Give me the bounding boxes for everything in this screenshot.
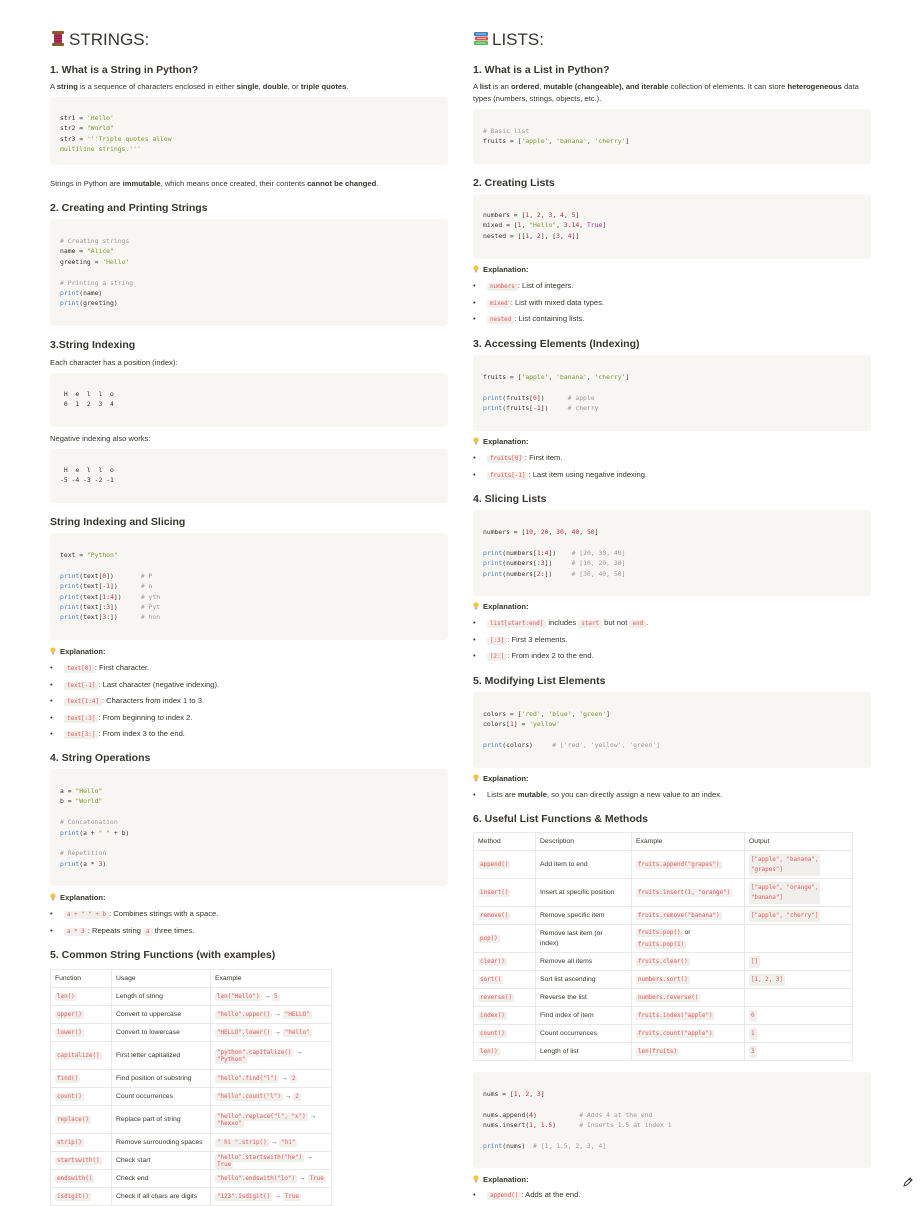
example-cell: fruits.append("grapes")	[632, 851, 745, 879]
fn-cell: upper()	[51, 1006, 112, 1024]
ls2-heading: 2. Creating Lists	[473, 177, 555, 189]
ls4-code-block[interactable]	[473, 510, 871, 596]
ls4-item-1: • [:3] : First 3 elements.	[479, 635, 568, 645]
description-cell: Remove last item (or index)	[536, 925, 632, 953]
ls2-item-2: • nested : List containing lists.	[479, 314, 584, 324]
ls4-code: numbers = [10, 20, 30, 40, 50] print(numbers[1:4]) # [20, 30, 40] print(numbers[:3]) # [10, 20, 30] print(numbers[2:]) # [30, 40, 50]	[483, 528, 626, 578]
ls3-code: fruits = ['apple', 'banana', 'cherry'] print(fruits[0]) # apple print(fruits[-1]) # cherry	[483, 373, 630, 413]
example-cell: "hello".upper() → "HELLO"	[211, 1006, 332, 1024]
ls4-item-0: • list[start:end] includes start but not end .	[479, 618, 648, 628]
edit-pen-icon[interactable]	[902, 1176, 914, 1188]
ls7-explanation: Explanation:	[473, 1175, 529, 1184]
output-cell: ["apple", "orange", "banana"]	[745, 879, 853, 907]
output-cell	[745, 989, 853, 1007]
col-function: Function	[51, 970, 112, 988]
list-method-row	[474, 953, 853, 971]
ls2-code-block[interactable]	[473, 194, 871, 259]
lightbulb-icon	[473, 602, 479, 610]
example-cell: " hi ".strip() → "hi"	[211, 1134, 332, 1152]
method-cell: index()	[474, 1007, 536, 1025]
ls3-item-0: • fruits[0] : First item.	[479, 453, 562, 463]
description-cell: Reverse the list	[536, 989, 632, 1007]
usage-cell: Check if all chars are digits	[112, 1188, 211, 1206]
example-cell: "123".isdigit() → True	[211, 1188, 332, 1206]
ls4-item-2: • [2:] : From index 2 to the end.	[479, 651, 594, 661]
thread-spool-icon	[50, 30, 66, 47]
col-output: Output	[745, 833, 853, 851]
strings-title-text: STRINGS:	[69, 30, 150, 49]
s3b-item-0: • text[0] : First character.	[56, 663, 149, 673]
description-cell: Count occurrences	[536, 1025, 632, 1043]
ls2-code: numbers = [1, 2, 3, 4, 5] mixed = [1, "Hello", 3.14, True] nested = [[1, 2], [3, 4]]	[483, 211, 607, 240]
output-cell: 3	[745, 1043, 853, 1061]
example-cell: fruits.count("apple")	[632, 1025, 745, 1043]
lightbulb-icon	[50, 893, 56, 901]
s3-code-negative: H e l l o -5 -4 -3 -2 -1	[60, 466, 114, 485]
fn-cell: strip()	[51, 1134, 112, 1152]
list-method-row	[474, 1043, 853, 1061]
string-fn-row	[51, 1042, 332, 1070]
s3-code-block-negative[interactable]	[50, 449, 448, 503]
example-cell: "HELLO".lower() → "hello"	[211, 1024, 332, 1042]
s3-p1: Each character has a position (index):	[50, 358, 178, 367]
s4-code-block[interactable]	[50, 769, 448, 886]
s4-heading: 4. String Operations	[50, 752, 151, 764]
string-fn-row	[51, 1088, 332, 1106]
s3b-code: text = "Python" print(text[0]) # P print(text[-1]) # n print(text[1:4]) # yth print(text[:3]) # Pyt print(text[3:]) # hon	[60, 551, 161, 622]
s4-item-1: • a * 3 : Repeats string a three times.	[56, 926, 194, 936]
s3-heading: 3.String Indexing	[50, 339, 136, 351]
string-fn-row	[51, 1070, 332, 1088]
ls7-code: nums = [1, 2, 3] nums.append(4) # Adds 4 at the end nums.insert(1, 1.5) # Inserts 1.5 at index 1 print(nums) # [1, 1.5, 2, 3, 4]	[483, 1090, 672, 1151]
output-cell: 1	[745, 1025, 853, 1043]
description-cell: Insert at specific position	[536, 879, 632, 907]
s1-heading: 1. What is a String in Python?	[50, 64, 199, 76]
s3-code-block-positive[interactable]	[50, 373, 448, 427]
example-cell: "hello".count("l") → 2	[211, 1088, 332, 1106]
string-fn-row	[51, 988, 332, 1006]
method-cell: len()	[474, 1043, 536, 1061]
method-cell: pop()	[474, 925, 536, 953]
ls5-item-0: • Lists are mutable, so you can directly assign a new value to an index.	[479, 790, 722, 799]
usage-cell: Length of string	[112, 988, 211, 1006]
fn-cell: isdigit()	[51, 1188, 112, 1206]
example-cell: numbers.reverse()	[632, 989, 745, 1007]
ls5-code: colors = ['red', 'blue', 'green'] colors[1] = 'yellow' print(colors) # ['red', 'yellow', 'green']	[483, 710, 661, 750]
description-cell: Sort list ascending	[536, 971, 632, 989]
example-cell: fruits.pop() or fruits.pop(1)	[632, 925, 745, 953]
s2-heading: 2. Creating and Printing Strings	[50, 202, 208, 214]
ls5-explanation: Explanation:	[473, 774, 529, 783]
ls1-intro: A list is an ordered, mutable (changeable), and iterable collection of elements. It can store heterogeneous data types (numbers, strings, objects, etc.).	[473, 82, 859, 103]
example-cell: "hello".endswith("lo") → True	[211, 1170, 332, 1188]
s3b-heading: String Indexing and Slicing	[50, 516, 186, 528]
example-cell: numbers.sort()	[632, 971, 745, 989]
usage-cell: Find position of substring	[112, 1070, 211, 1088]
string-fn-row	[51, 1188, 332, 1206]
ls3-item-1: • fruits[-1] : Last item using negative indexing.	[479, 470, 647, 480]
ls2-item-0: • numbers : List of integers.	[479, 281, 574, 291]
list-method-row	[474, 1007, 853, 1025]
s3b-item-2: • text[1:4] : Characters from index 1 to 3.	[56, 696, 204, 706]
s1-code: str1 = 'Hello' str2 = "World" str3 = '''Triple quotes allow multiline strings.'''	[60, 114, 172, 154]
s2-code: # Creating strings name = "Alice" greeting = 'Hello' # Printing a string print(name) print(greeting)	[60, 237, 134, 308]
s3b-item-1: • text[-1] : Last character (negative indexing).	[56, 680, 219, 690]
string-fn-row	[51, 1006, 332, 1024]
string-fn-row	[51, 1024, 332, 1042]
ls2-explanation: Explanation:	[473, 265, 529, 274]
usage-cell: Convert to lowercase	[112, 1024, 211, 1042]
col-example: Example	[632, 833, 745, 851]
s2-code-block[interactable]	[50, 219, 448, 326]
lightbulb-icon	[473, 437, 479, 445]
list-method-row	[474, 907, 853, 925]
ls3-explanation: Explanation:	[473, 437, 529, 446]
ls4-heading: 4. Slicing Lists	[473, 493, 547, 505]
string-functions-table	[50, 969, 332, 1206]
usage-cell: Replace part of string	[112, 1106, 211, 1134]
fn-cell: capitalize()	[51, 1042, 112, 1070]
example-cell: "hello".startswith("he") → True	[211, 1152, 332, 1170]
method-cell: clear()	[474, 953, 536, 971]
ls5-code-block[interactable]	[473, 692, 871, 768]
list-method-row	[474, 989, 853, 1007]
usage-cell: Remove surrounding spaces	[112, 1134, 211, 1152]
fn-cell: endswith()	[51, 1170, 112, 1188]
lightbulb-icon	[473, 774, 479, 782]
description-cell: Add item to end	[536, 851, 632, 879]
fn-cell: replace()	[51, 1106, 112, 1134]
usage-cell: Check start	[112, 1152, 211, 1170]
list-method-row	[474, 925, 853, 953]
fn-cell: lower()	[51, 1024, 112, 1042]
ls5-heading: 5. Modifying List Elements	[473, 675, 606, 687]
s3b-item-3: • text[:3] : From beginning to index 2.	[56, 713, 193, 723]
ls7-item-0: • append() : Adds at the end.	[479, 1190, 580, 1200]
example-cell: fruits.index("apple")	[632, 1007, 745, 1025]
usage-cell: First letter capitalized	[112, 1042, 211, 1070]
s1-intro: A string is a sequence of characters enclosed in either single, double, or triple quotes.	[50, 82, 349, 91]
example-cell: "hello".replace("l", "x") → "hexxo"	[211, 1106, 332, 1134]
ls6-heading: 6. Useful List Functions & Methods	[473, 813, 649, 825]
s1-immutable-note: Strings in Python are immutable, which means once created, their contents cannot be changed.	[50, 179, 379, 188]
ls3-heading: 3. Accessing Elements (Indexing)	[473, 338, 640, 350]
output-cell: 0	[745, 1007, 853, 1025]
example-cell: fruits.remove("banana")	[632, 907, 745, 925]
s3b-item-4: • text[3:] : From index 3 to the end.	[56, 729, 185, 739]
usage-cell: Convert to uppercase	[112, 1006, 211, 1024]
output-cell: ["apple", "banana", "grapes"]	[745, 851, 853, 879]
fn-cell: count()	[51, 1088, 112, 1106]
strings-title	[50, 30, 149, 50]
example-cell: "python".capitalize() → "Python"	[211, 1042, 332, 1070]
example-cell: len(fruits)	[632, 1043, 745, 1061]
method-cell: sort()	[474, 971, 536, 989]
example-cell: fruits.insert(1, "orange")	[632, 879, 745, 907]
string-fn-row	[51, 1152, 332, 1170]
fn-cell: len()	[51, 988, 112, 1006]
ls4-explanation: Explanation:	[473, 602, 529, 611]
example-cell: fruits.clear()	[632, 953, 745, 971]
s4-code: a = "Hello" b = "World" # Concatenation print(a + " " + b) # Repetition print(a * 3)	[60, 787, 130, 868]
list-method-row	[474, 879, 853, 907]
ls1-heading: 1. What is a List in Python?	[473, 64, 610, 76]
description-cell: Remove all items	[536, 953, 632, 971]
description-cell: Find index of item	[536, 1007, 632, 1025]
description-cell: Length of list	[536, 1043, 632, 1061]
method-cell: remove()	[474, 907, 536, 925]
output-cell: [1, 2, 3]	[745, 971, 853, 989]
example-cell: "hello".find("l") → 2	[211, 1070, 332, 1088]
list-method-row	[474, 851, 853, 879]
s3-code-positive: H e l l o 0 1 2 3 4	[63, 390, 114, 409]
books-icon	[473, 30, 489, 47]
lightbulb-icon	[473, 265, 479, 273]
method-cell: count()	[474, 1025, 536, 1043]
method-cell: insert()	[474, 879, 536, 907]
s4-explanation: Explanation:	[50, 893, 106, 902]
lists-title-text: LISTS:	[492, 30, 544, 49]
s1-code-block[interactable]	[50, 97, 448, 165]
ls1-code: # Basic list fruits = ['apple', 'banana', 'cherry']	[483, 127, 630, 146]
ls3-code-block[interactable]	[473, 355, 871, 431]
s4-item-0: • a + " " + b : Combines strings with a space.	[56, 909, 218, 919]
string-fn-row	[51, 1170, 332, 1188]
example-cell: len("Hello") → 5	[211, 988, 332, 1006]
string-fn-row	[51, 1106, 332, 1134]
ls2-item-1: • mixed : List with mixed data types.	[479, 298, 604, 308]
s3b-explanation: Explanation:	[50, 647, 106, 656]
method-cell: append()	[474, 851, 536, 879]
list-methods-table	[473, 832, 853, 1061]
lightbulb-icon	[50, 647, 56, 655]
lists-title	[473, 30, 544, 50]
string-fn-row	[51, 1134, 332, 1152]
s3b-code-block[interactable]	[50, 533, 448, 640]
fn-cell: find()	[51, 1070, 112, 1088]
output-cell: ["apple", "cherry"]	[745, 907, 853, 925]
output-cell: []	[745, 953, 853, 971]
ls7-code-block[interactable]	[473, 1072, 871, 1168]
output-cell	[745, 925, 853, 953]
usage-cell: Check end	[112, 1170, 211, 1188]
col-usage: Usage	[112, 970, 211, 988]
fn-cell: startswith()	[51, 1152, 112, 1170]
s5-heading: 5. Common String Functions (with examples)	[50, 949, 276, 961]
usage-cell: Count occurrences	[112, 1088, 211, 1106]
ls1-code-block[interactable]	[473, 109, 871, 164]
col-method: Method	[474, 833, 536, 851]
method-cell: reverse()	[474, 989, 536, 1007]
col-description: Description	[536, 833, 632, 851]
col-example: Example	[211, 970, 332, 988]
description-cell: Remove specific item	[536, 907, 632, 925]
s3-p2: Negative indexing also works:	[50, 434, 151, 443]
list-method-row	[474, 1025, 853, 1043]
list-method-row	[474, 971, 853, 989]
lightbulb-icon	[473, 1175, 479, 1183]
